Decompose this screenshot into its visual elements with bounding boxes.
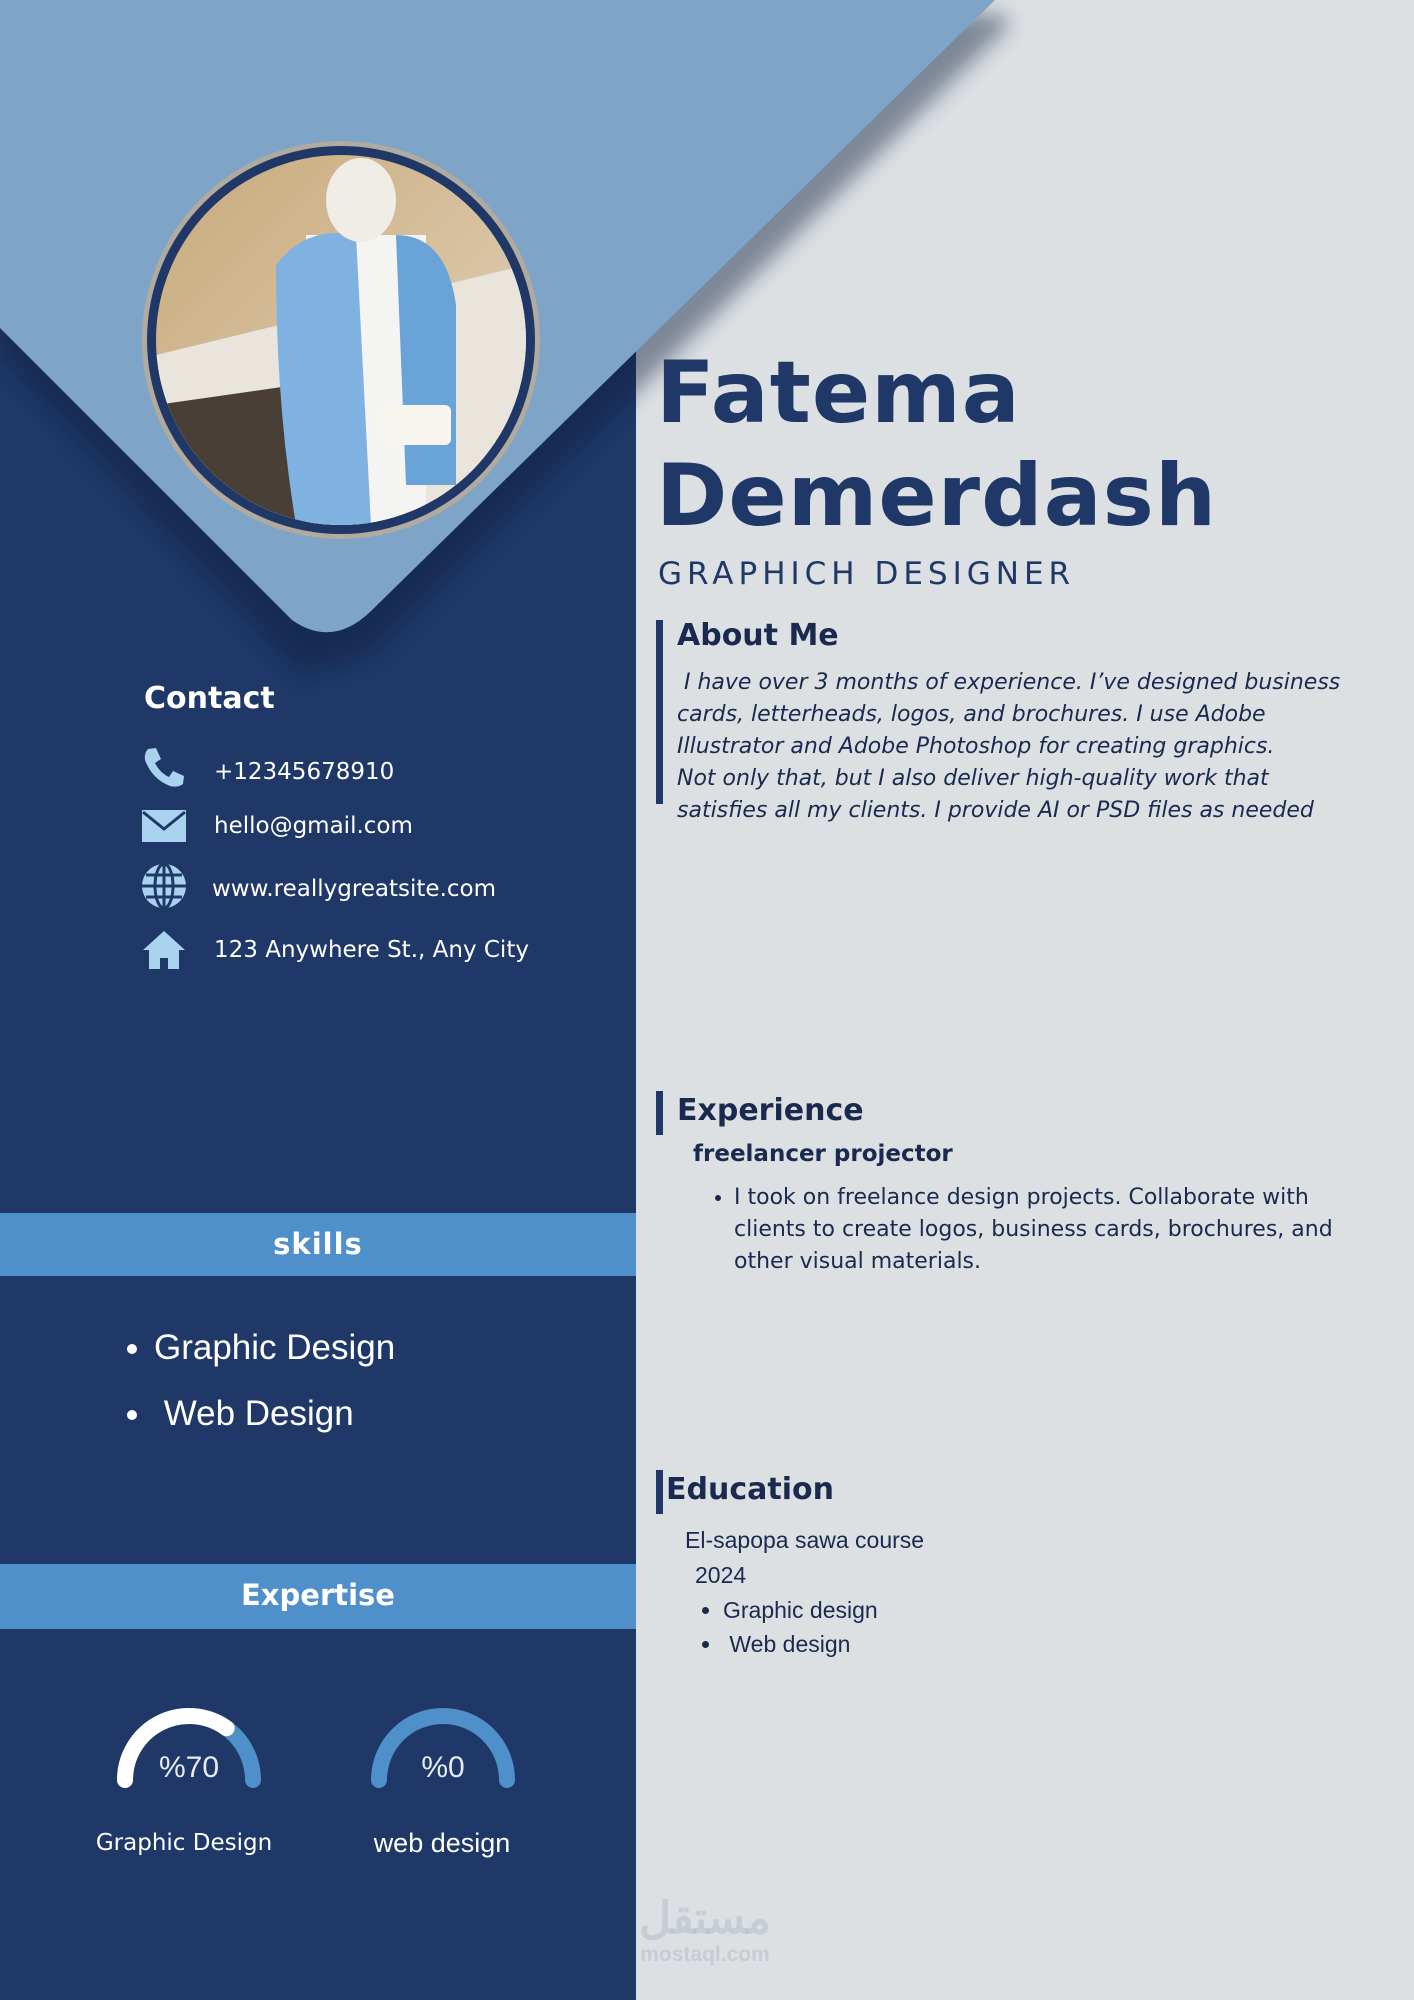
- education-year: 2024: [695, 1562, 747, 1588]
- contact-email[interactable]: hello@gmail.com: [214, 813, 413, 839]
- phone-icon: [142, 746, 186, 788]
- profile-photo: [147, 146, 535, 534]
- skills-list: [110, 1315, 395, 1447]
- experience-role: freelancer projector: [693, 1141, 953, 1167]
- gauge-graphic-design-label: Graphic Design: [95, 1830, 273, 1856]
- gauge-graphic-design: [125, 1716, 253, 1784]
- profile-photo-frame: [142, 141, 540, 539]
- skill-item: • Graphic Design: [154, 1315, 395, 1381]
- experience-accent-bar: [656, 1091, 663, 1135]
- about-line: cards, letterheads, logos, and brochures. I use Adobe: [677, 702, 1266, 727]
- job-title: GRAPHICH DESIGNER: [658, 556, 1076, 592]
- last-name: Demerdash: [656, 446, 1218, 546]
- experience-bullets: [694, 1182, 1374, 1278]
- gauge-web-design-label: web design: [373, 1828, 511, 1858]
- first-name: Fatema: [656, 343, 1021, 443]
- skill-item: • Web Design: [154, 1381, 395, 1447]
- about-accent-bar: [656, 620, 663, 804]
- experience-bullet: • I took on freelance design projects. Collaborate with clients to create logos, business cards, brochures, and other visual materials.: [734, 1182, 1374, 1278]
- mail-icon: [142, 810, 186, 842]
- globe-icon: [140, 862, 188, 910]
- about-line: satisfies all my clients. I provide AI or PSD files as needed: [677, 798, 1314, 823]
- watermark-arabic: مستقل: [639, 1894, 771, 1943]
- contact-address: 123 Anywhere St., Any City: [214, 937, 529, 963]
- skills-heading: skills: [0, 1213, 636, 1276]
- candidate-name: [656, 342, 1217, 548]
- education-heading: Education: [666, 1472, 834, 1507]
- expertise-gauges: [0, 1690, 636, 1800]
- experience-heading: Experience: [677, 1093, 864, 1128]
- watermark-latin: mostaql.com: [640, 1943, 770, 1966]
- education-accent-bar: [656, 1470, 663, 1514]
- contact-heading: Contact: [144, 681, 275, 716]
- gauge-value: %70: [158, 1751, 220, 1784]
- expertise-heading: Expertise: [0, 1564, 636, 1629]
- home-icon: [142, 930, 186, 970]
- education-item: • Web design: [723, 1627, 878, 1661]
- about-line: I have over 3 months of experience. I’ve designed business: [677, 670, 1341, 695]
- contact-phone[interactable]: +12345678910: [214, 759, 395, 785]
- education-course: El-sapopa sawa course: [685, 1527, 925, 1553]
- contact-website[interactable]: www.reallygreatsite.com: [212, 876, 497, 902]
- about-line: Not only that, but I also deliver high-quality work that: [677, 766, 1269, 791]
- gauge-value: %0: [421, 1751, 465, 1784]
- about-text: [677, 667, 1341, 827]
- about-line: Illustrator and Adobe Photoshop for creating graphics.: [677, 734, 1275, 759]
- education-items: [683, 1593, 878, 1661]
- education-item: • Graphic design: [723, 1593, 878, 1627]
- watermark: [620, 1895, 790, 1967]
- gauge-web-design: [379, 1716, 507, 1784]
- about-heading: About Me: [677, 618, 839, 653]
